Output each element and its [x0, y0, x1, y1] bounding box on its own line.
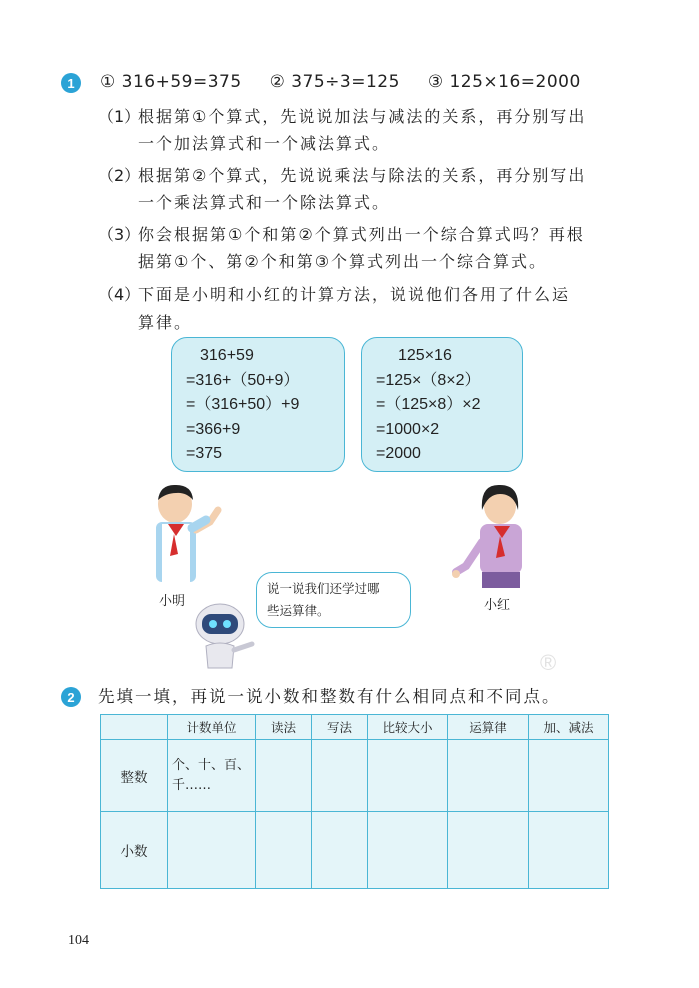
- header-laws: 运算律: [448, 715, 529, 740]
- table-row-decimal: [101, 812, 609, 889]
- question-4-line-2: 算律。: [138, 313, 193, 332]
- decimal-units-cell[interactable]: [168, 812, 256, 889]
- calc-left-line-5: =375: [186, 445, 223, 462]
- calc-left-line-3: =（316+50）+9: [186, 396, 300, 413]
- comparison-table: [100, 714, 609, 889]
- question-3-label: （3）: [98, 225, 141, 244]
- calc-right-line-1: 125×16: [398, 347, 452, 364]
- question-1-line-1: 根据第①个算式，先说说加法与减法的关系，再分别写出: [138, 107, 587, 126]
- decimal-add-subtract-cell[interactable]: [529, 812, 609, 889]
- integer-writing-cell[interactable]: [312, 740, 368, 812]
- question-2: [98, 163, 586, 186]
- table-header-row: [101, 715, 609, 740]
- calc-left-line-4: =366+9: [186, 420, 241, 438]
- decimal-reading-cell[interactable]: [256, 812, 312, 889]
- equation-2: ② 375÷3=125: [269, 72, 400, 92]
- calc-right-line-4: =1000×2: [376, 420, 440, 438]
- decimal-laws-cell[interactable]: [448, 812, 529, 889]
- question-1-label: （1）: [98, 107, 141, 126]
- girl-illustration: [450, 482, 532, 590]
- page-number: 104: [68, 933, 89, 948]
- calc-left-line-2: =316+（50+9）: [186, 371, 300, 389]
- problem-2-badge: 2: [61, 687, 81, 707]
- integer-laws-cell[interactable]: [448, 740, 529, 812]
- calc-right-line-2: =125×（8×2）: [376, 371, 481, 389]
- calc-left-line-1: 316+59: [200, 347, 254, 364]
- question-4-line-1: 下面是小明和小红的计算方法，说说他们各用了什么运: [138, 285, 571, 304]
- problem-1-badge: 1: [61, 73, 81, 93]
- equation-1: ① 316+59=375: [100, 72, 242, 92]
- calc-box-left: [171, 337, 345, 472]
- header-counting-unit: 计数单位: [168, 715, 256, 740]
- question-2-label: （2）: [98, 166, 141, 185]
- question-3-line-1: 你会根据第①个和第②个算式列出一个综合算式吗？再根: [138, 225, 585, 244]
- boy-illustration: [148, 482, 228, 584]
- header-compare: 比较大小: [368, 715, 448, 740]
- calc-right-line-3: =（125×8）×2: [376, 396, 481, 413]
- integer-reading-cell[interactable]: [256, 740, 312, 812]
- header-reading: 读法: [256, 715, 312, 740]
- decimal-writing-cell[interactable]: [312, 812, 368, 889]
- question-4: [98, 282, 570, 305]
- equation-3: ③ 125×16=2000: [427, 72, 581, 92]
- question-3-line-2: 据第①个、第②个和第③个算式列出一个综合算式。: [138, 252, 548, 271]
- robot-illustration: [192, 600, 258, 670]
- question-3: [98, 222, 585, 245]
- question-4-label: （4）: [98, 285, 141, 304]
- table-row-integer: [101, 740, 609, 812]
- integer-units-line-2: 千……: [172, 777, 212, 793]
- header-add-subtract: 加、减法: [529, 715, 609, 740]
- integer-units-cell: [168, 740, 256, 812]
- boy-name: 小明: [159, 594, 186, 609]
- row-label-integer: 整数: [101, 740, 168, 812]
- calc-right-line-5: =2000: [376, 445, 421, 462]
- question-1: [98, 104, 586, 127]
- decimal-compare-cell[interactable]: [368, 812, 448, 889]
- row-label-decimal: 小数: [101, 812, 168, 889]
- registered-mark: ®: [540, 650, 557, 675]
- girl-name: 小红: [484, 598, 511, 613]
- question-2-line-1: 根据第②个算式，先说说乘法与除法的关系，再分别写出: [138, 166, 587, 185]
- question-1-line-2: 一个加法算式和一个减法算式。: [138, 134, 391, 153]
- problem-2-text: 先填一填，再说一说小数和整数有什么相同点和不同点。: [98, 687, 561, 706]
- speech-line-1: 说一说我们还学过哪: [267, 581, 380, 596]
- calc-box-right: [361, 337, 523, 472]
- speech-line-2: 些运算律。: [267, 603, 330, 618]
- equation-line: [100, 72, 603, 92]
- robot-speech-bubble: [256, 572, 411, 628]
- integer-add-subtract-cell[interactable]: [529, 740, 609, 812]
- question-2-line-2: 一个乘法算式和一个除法算式。: [138, 193, 391, 212]
- header-writing: 写法: [312, 715, 368, 740]
- integer-units-line-1: 个、十、百、: [172, 757, 251, 773]
- integer-compare-cell[interactable]: [368, 740, 448, 812]
- header-blank: [101, 715, 168, 740]
